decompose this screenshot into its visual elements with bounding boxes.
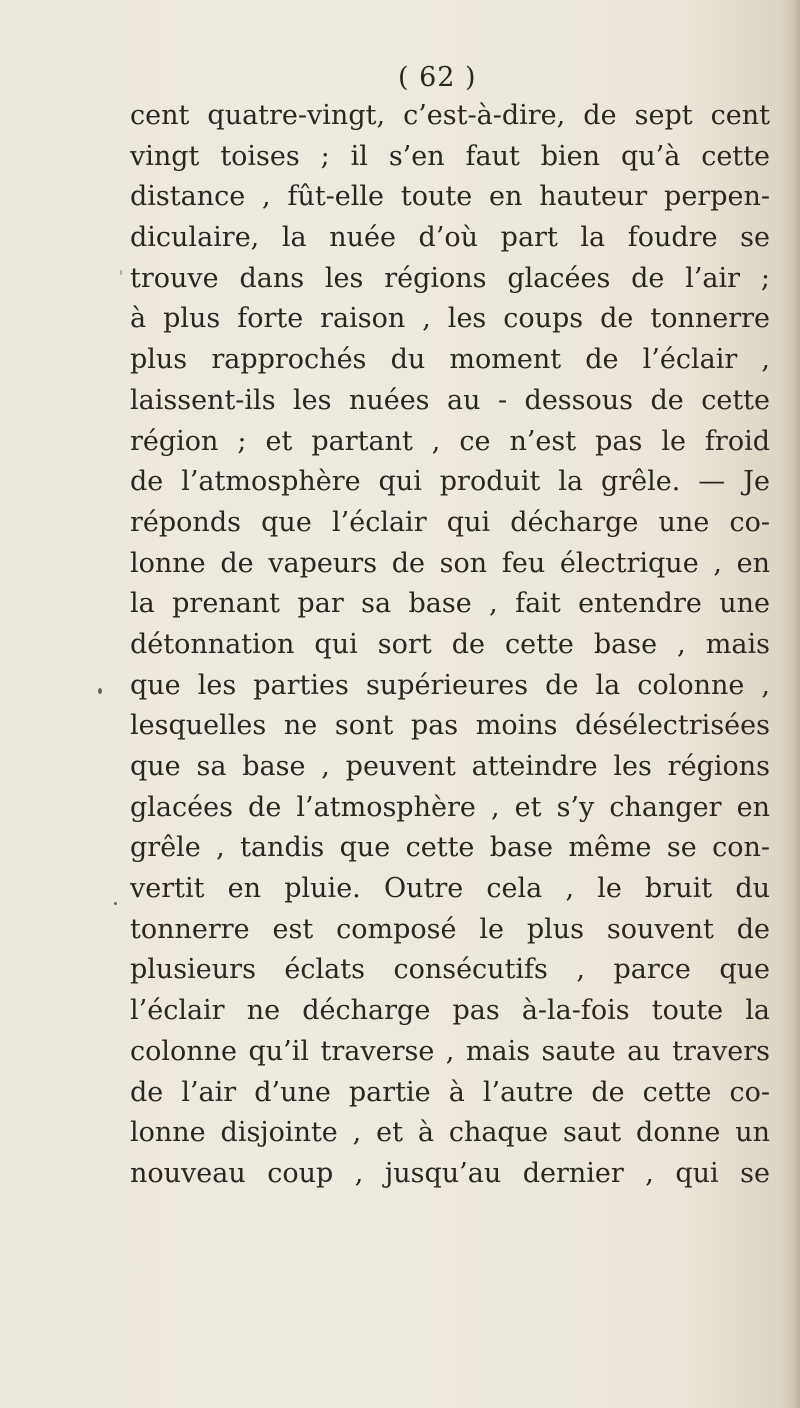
text-line: diculaire, la nuée d’où part la foudre se xyxy=(130,222,770,254)
text-line: vertit en pluie. Outre cela , le bruit du xyxy=(130,873,770,905)
paper-speck xyxy=(120,270,122,275)
body-text xyxy=(130,96,770,1195)
text-line: laissent-ils les nuées au - dessous de cette xyxy=(130,384,770,416)
text-line: de l’atmosphère qui produit la grêle. — Je xyxy=(130,466,770,498)
text-line: que les parties supérieures de la colonne , xyxy=(130,669,770,701)
text-line: réponds que l’éclair qui décharge une co- xyxy=(130,506,770,538)
text-line: distance , fût-elle toute en hauteur perpen- xyxy=(130,181,770,213)
text-line: la prenant par sa base , fait entendre une xyxy=(130,588,770,620)
text-line: vingt toises ; il s’en faut bien qu’à cette xyxy=(130,140,770,172)
text-line: détonnation qui sort de cette base , mais xyxy=(130,628,770,660)
paper-speck xyxy=(98,688,102,694)
text-line: plusieurs éclats consécutifs , parce que xyxy=(130,954,770,986)
text-line: grêle , tandis que cette base même se con- xyxy=(130,832,770,864)
text-line: trouve dans les régions glacées de l’air ; xyxy=(130,262,770,294)
text-line: nouveau coup , jusqu’au dernier , qui se xyxy=(130,1157,770,1189)
text-line: cent quatre-vingt, c’est-à-dire, de sept cent xyxy=(130,100,770,131)
text-line: lonne de vapeurs de son feu électrique , en xyxy=(130,547,770,579)
text-line: région ; et partant , ce n’est pas le froid xyxy=(130,425,770,457)
text-line: plus rapprochés du moment de l’éclair , xyxy=(130,344,770,376)
page-number: ( 62 ) xyxy=(398,62,477,93)
text-line: glacées de l’atmosphère , et s’y changer en xyxy=(130,791,770,823)
paper-speck xyxy=(114,902,117,905)
text-line: tonnerre est composé le plus souvent de xyxy=(130,913,770,945)
text-line: lesquelles ne sont pas moins désélectrisées xyxy=(130,710,770,742)
text-line: lonne disjointe , et à chaque saut donne un xyxy=(130,1117,770,1149)
page-edge-shadow xyxy=(782,0,800,1408)
text-line: de l’air d’une partie à l’autre de cette co- xyxy=(130,1076,770,1108)
text-line: colonne qu’il traverse , mais saute au travers xyxy=(130,1035,770,1067)
text-line: l’éclair ne décharge pas à-la-fois toute la xyxy=(130,995,770,1027)
text-line: à plus forte raison , les coups de tonnerre xyxy=(130,303,770,335)
text-line: que sa base , peuvent atteindre les régions xyxy=(130,751,770,782)
